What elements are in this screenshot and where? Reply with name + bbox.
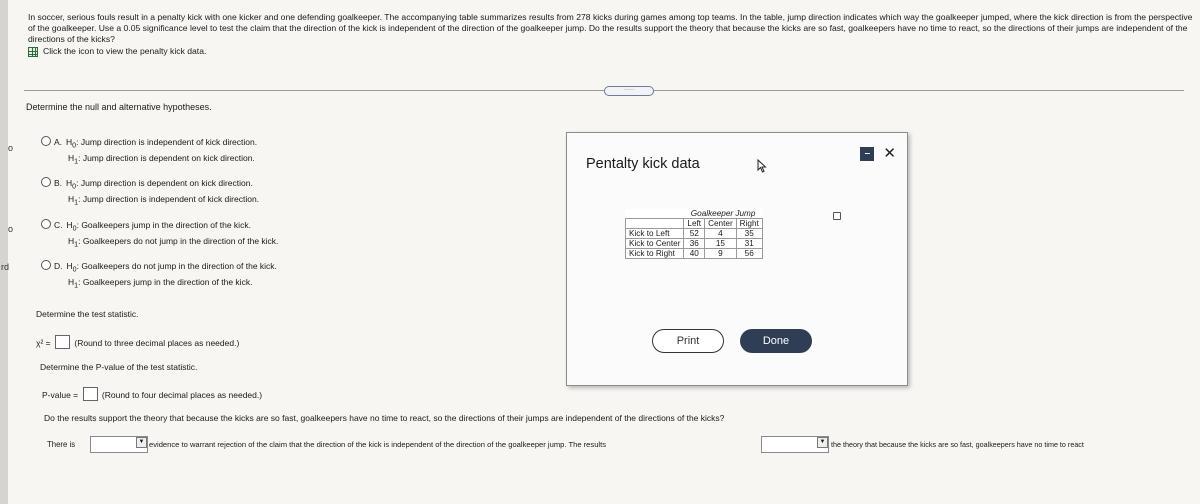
edge-mark: o [8,224,14,234]
table-cell: 15 [705,239,737,249]
table-icon[interactable] [28,47,38,57]
table-cell: 36 [684,239,705,249]
table-cell: 52 [684,229,705,239]
option-a[interactable]: A. $H_0$: Jump direction is independent of kick direction. $H_1$: Jump direction is dependent on kick direction. [41,136,257,167]
table-cell: 40 [684,249,705,259]
conclusion-question: Do the results support the theory that because the kicks are so fast, goalkeepers have no time to react, so the directions of their jumps are independent of the directions of the kicks? [44,413,725,423]
window-controls [860,147,896,161]
option-c[interactable]: C. $H_0$: Goalkeepers jump in the direction of the kick. $H_1$: Goalkeepers do not jump in the direction of the kick. [41,219,278,250]
dropdown-arrow-icon[interactable]: ▼ [136,437,147,448]
table-cell: 56 [736,249,762,259]
edge-mark: o [8,143,14,153]
conclusion-middle: evidence to warrant rejection of the claim that the direction of the kick is independent of the direction of the goalkeeper jump. The results [149,440,607,449]
minimize-button[interactable]: – [860,147,874,161]
row-label: Kick to Right [626,249,684,259]
problem-statement [28,12,1198,57]
table-row [626,239,763,249]
radio-c[interactable] [41,219,51,229]
close-button[interactable]: ✕ [883,145,896,162]
table-row [626,249,763,259]
option-d[interactable]: D. $H_0$: Goalkeepers do not jump in the direction of the kick. $H_1$: Goalkeepers jump in the direction of the kick. [41,260,277,291]
mouse-cursor-icon [757,159,767,178]
penalty-kick-table [625,209,763,259]
table-cell: 35 [736,229,762,239]
col-header: Center [705,219,737,229]
row-label: Kick to Left [626,229,684,239]
problem-text: In soccer, serious fouls result in a penalty kick with one kicker and one defending goalkeeper. The accompanying table summarizes results from 278 kicks during games among top teams. In the table, jump direction indicates which way the goalkeeper jumped, where the kick direction is from the perspective of the goalkeeper. Use a 0.05 significance level to test the claim that the direction of the kick is independent of the direction of the goalkeeper jump. Do the results support the theory that because the kicks are so fast, goalkeepers have no time to react, so the directions of their jumps are independent of the directions of the kicks? [28,12,1193,44]
chi-square-input[interactable] [55,335,70,349]
col-header: Left [684,219,705,229]
test-stat-row [36,335,239,349]
table-row [626,229,763,239]
test-stat-label: Determine the test statistic. [36,309,139,319]
pvalue-label: Determine the P-value of the test statistic. [40,362,198,372]
dropdown-arrow-icon[interactable]: ▼ [817,437,828,448]
conclusion-suffix: the theory that because the kicks are so fast, goalkeepers have no time to react [831,440,1084,449]
expand-more-button[interactable]: ····· [604,86,654,96]
data-link-label[interactable]: Click the icon to view the penalty kick data. [43,46,207,56]
chi-square-hint: (Round to three decimal places as needed.) [74,338,240,348]
done-button[interactable]: Done [740,329,812,353]
penalty-kick-data-dialog [566,132,908,386]
pvalue-prefix: P-value = [42,390,79,400]
pvalue-hint: (Round to four decimal places as needed.) [101,390,263,400]
hypotheses-label: Determine the null and alternative hypotheses. [26,102,212,112]
edge-mark: rd [1,262,10,272]
col-header: Right [736,219,762,229]
radio-b[interactable] [41,177,51,187]
radio-a[interactable] [41,136,51,146]
evidence-dropdown[interactable] [90,436,148,453]
radio-d[interactable] [41,260,51,270]
conclusion-prefix: There is [47,440,76,449]
group-header: Goalkeeper Jump [690,209,756,218]
pvalue-row [42,387,262,401]
pvalue-input[interactable] [83,387,98,401]
table-cell: 9 [705,249,737,259]
copy-icon[interactable] [833,212,841,220]
chi-square-symbol: χ² = [36,338,51,348]
support-dropdown[interactable] [761,436,829,453]
data-link[interactable] [28,46,1198,57]
row-label: Kick to Center [626,239,684,249]
print-button[interactable]: Print [652,329,724,353]
table-cell: 31 [736,239,762,249]
question-page [1,0,1200,504]
dialog-title: Pentalty kick data [586,156,700,172]
table-cell: 4 [705,229,737,239]
option-b[interactable]: B. $H_0$: Jump direction is dependent on kick direction. $H_1$: Jump direction is independent of kick direction. [41,177,259,208]
